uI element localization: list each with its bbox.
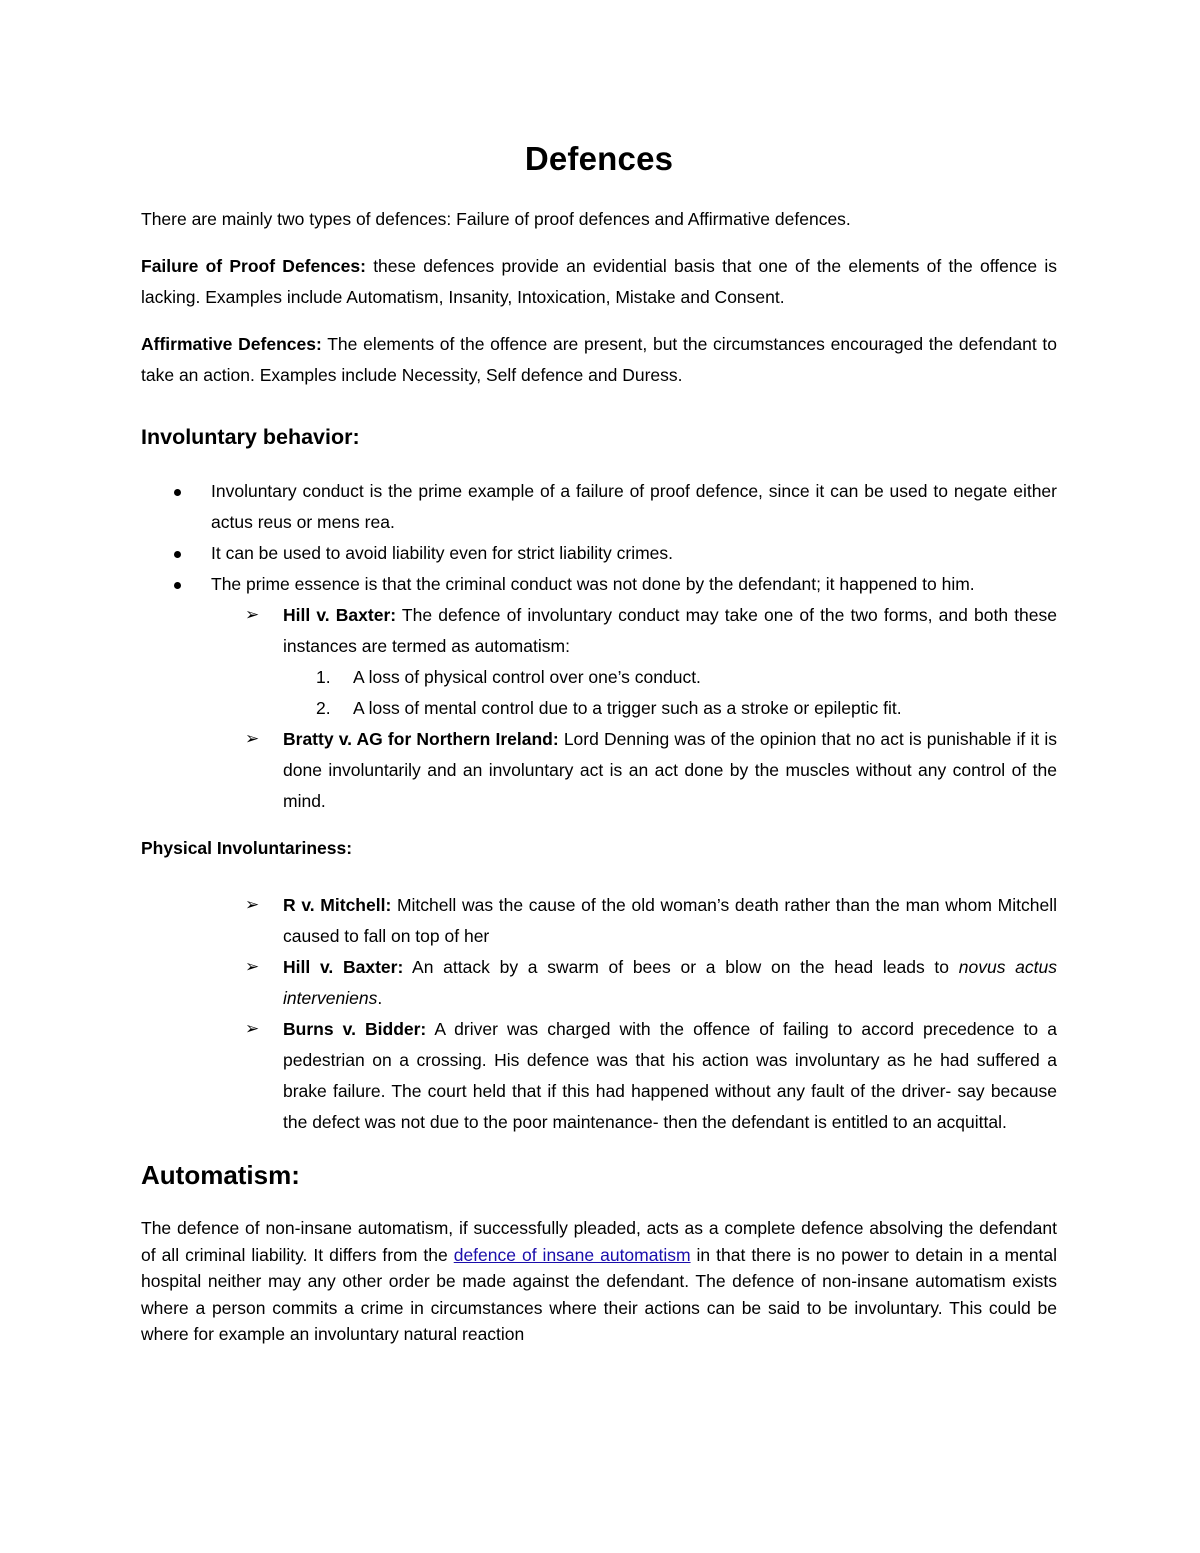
automatism-text-before: The defence of non-insane automatism, if successfully pleaded, acts as a complete defence absolving the defendant of all criminal liability. It differs from the	[141, 1218, 1057, 1265]
intro-paragraph: There are mainly two types of defences: Failure of proof defences and Affirmative defences.	[141, 209, 851, 229]
case-item-hill-baxter	[141, 600, 1057, 662]
arrowhead-bullet-icon: ➢	[245, 729, 260, 748]
arrowhead-bullet-icon: ➢	[245, 605, 260, 624]
bullet-dot-icon	[174, 489, 181, 496]
list-number: 1.	[316, 667, 331, 687]
form-text: A loss of physical control over one’s conduct.	[353, 667, 701, 687]
case-text: Mitchell was the cause of the old woman’s death rather than the man whom Mitchell caused to fall on top of her	[283, 895, 1057, 946]
case-name: R v. Mitchell:	[283, 895, 392, 915]
affirmative-text: The elements of the offence are present, but the circumstances encouraged the defendant to take an action. Examples include Necessity, Self defence and Duress.	[141, 334, 1057, 385]
automatism-heading: Automatism:	[141, 1160, 300, 1190]
automatism-forms-list	[141, 662, 1057, 724]
involuntary-case-list	[141, 600, 1057, 662]
involuntary-bullet-list	[141, 476, 1057, 600]
case-item-bratty	[141, 724, 1057, 817]
case-italic-term: novus actus interveniens	[283, 957, 1058, 1008]
document-body	[141, 140, 1057, 1348]
physical-involuntariness-heading: Physical Involuntariness:	[141, 838, 353, 858]
bullet-dot-icon	[174, 551, 181, 558]
case-text: The defence of involuntary conduct may take one of the two forms, and both these instances are termed as automatism:	[283, 605, 1058, 656]
list-item	[141, 538, 1057, 569]
bullet-dot-icon	[174, 582, 181, 589]
involuntary-heading: Involuntary behavior:	[141, 425, 360, 449]
bullet-text: Involuntary conduct is the prime example of a failure of proof defence, since it can be used to negate either actus reus or mens rea.	[211, 481, 1057, 532]
case-name: Hill v. Baxter:	[283, 957, 404, 977]
case-name: Hill v. Baxter:	[283, 605, 397, 625]
case-item-hill-baxter-bees	[141, 952, 1057, 1014]
case-item-burns-bidder	[141, 1014, 1057, 1138]
failure-proof-paragraph	[141, 251, 1057, 313]
physical-case-list	[141, 890, 1057, 1138]
form-text: A loss of mental control due to a trigger such as a stroke or epileptic fit.	[353, 698, 902, 718]
affirmative-label: Affirmative Defences:	[141, 334, 322, 354]
list-item	[141, 569, 1057, 600]
list-item	[141, 693, 1057, 724]
list-number: 2.	[316, 698, 331, 718]
arrowhead-bullet-icon: ➢	[245, 957, 260, 976]
case-text: A driver was charged with the offence of failing to accord precedence to a pedestrian on a crossing. His defence was that his action was involuntary as he had suffered a brake failure. The court held that if this had happened without any fault of the driver- say because the defect was not due to the poor maintenance- then the defendant is entitled to an acquittal.	[283, 1019, 1057, 1132]
bullet-text: It can be used to avoid liability even for strict liability crimes.	[211, 543, 673, 563]
insane-automatism-link[interactable]: defence of insane automatism	[453, 1244, 691, 1265]
case-text: An attack by a swarm of bees or a blow on the head leads to	[403, 957, 959, 977]
failure-proof-label: Failure of Proof Defences:	[141, 256, 366, 276]
list-item	[141, 476, 1057, 538]
page-title: Defences	[524, 140, 674, 177]
arrowhead-bullet-icon: ➢	[245, 895, 260, 914]
case-name: Burns v. Bidder:	[283, 1019, 427, 1039]
case-item-mitchell	[141, 890, 1057, 952]
case-name: Bratty v. AG for Northern Ireland:	[283, 729, 559, 749]
case-tail: .	[377, 988, 383, 1008]
list-item	[141, 662, 1057, 693]
bullet-text: The prime essence is that the criminal conduct was not done by the defendant; it happened to him.	[211, 574, 975, 594]
failure-proof-text: these defences provide an evidential basis that one of the elements of the offence is lacking. Examples include Automatism, Insanity, Intoxication, Mistake and Consent.	[141, 256, 1057, 307]
automatism-paragraph	[141, 1215, 1057, 1348]
affirmative-paragraph	[141, 329, 1057, 391]
involuntary-case-list-continued	[141, 724, 1057, 817]
automatism-text-after: in that there is no power to detain in a mental hospital neither may any other order be made against the defendant. The defence of non-insane automatism exists where a person commits a crime in circumstances where their actions can be said to be involuntary. This could be where for example an involuntary natural reaction	[141, 1244, 1057, 1344]
arrowhead-bullet-icon: ➢	[245, 1019, 260, 1038]
case-text: Lord Denning was of the opinion that no act is punishable if it is done involuntarily and an involuntary act is an act done by the muscles without any control of the mind.	[283, 729, 1057, 811]
